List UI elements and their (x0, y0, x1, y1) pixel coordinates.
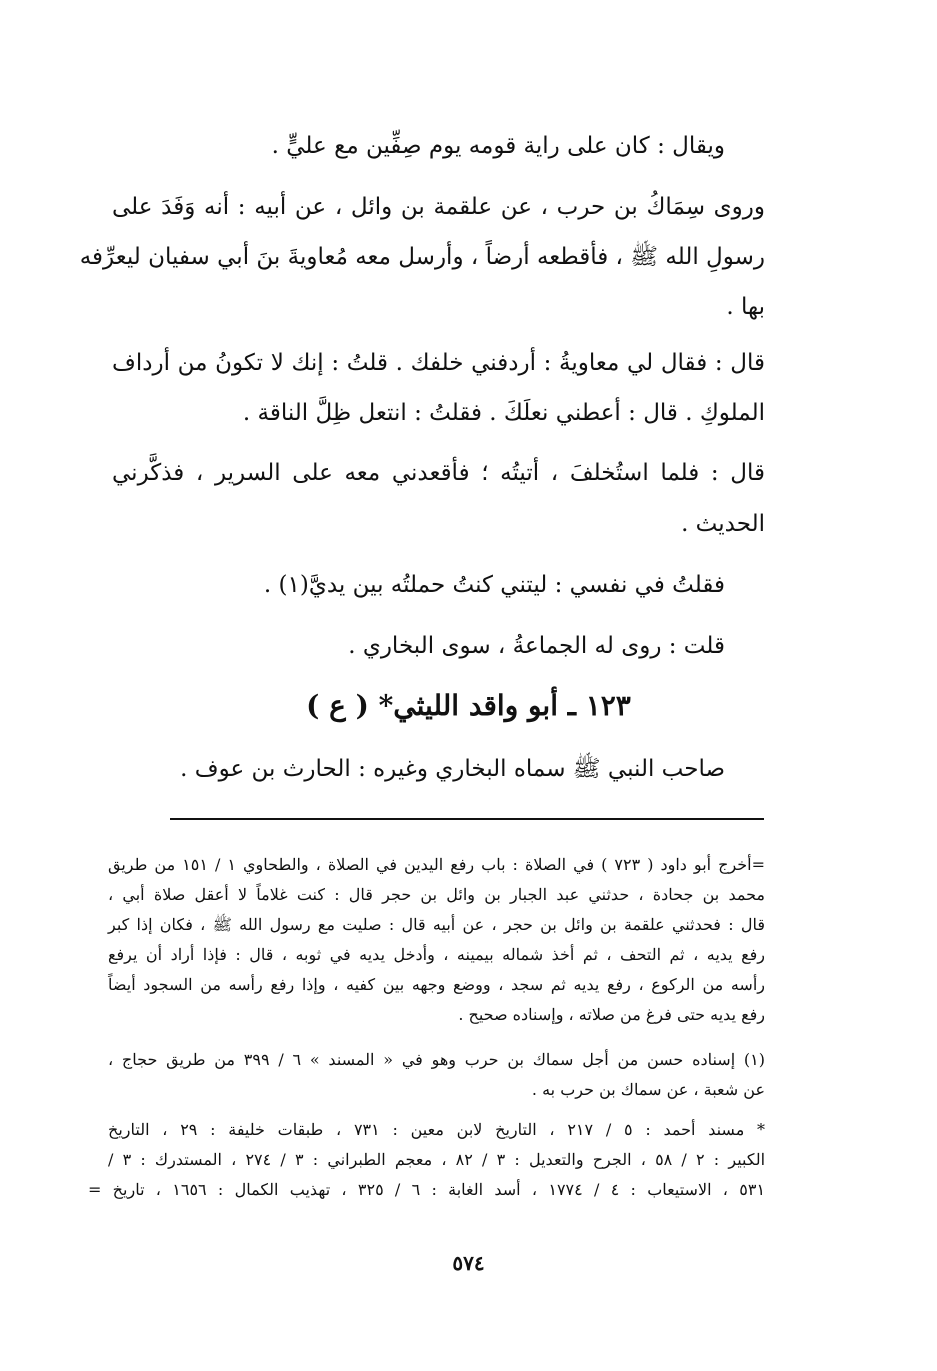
footnote-line-2: محمد بن جحادة ، حدثني عبد الجبار بن وائل بن حجر قال : كنت غلاماً لا أعقل صلاة أبي ، (108, 885, 765, 904)
footnote-line-11: ٥٣١ ، الاستيعاب : ٤ / ١٧٧٤ ، أسد الغابة : ٦ / ٣٢٥ ، تهذيب الكمال : ١٦٥٦ ، تاريخ = (88, 1180, 766, 1199)
heading-subtext: صاحب النبي ﷺ سماه البخاري وغيره : الحارث بن عوف . (180, 756, 725, 782)
footnote-line-5: رأسه من الركوع ، رفع يديه ثم سجد ، ووضع وجهه بين كفيه ، وإذا رفع رأسه من السجود أيضاً (108, 975, 765, 994)
text-line-5: قال : فقال لي معاويةُ : أردفني خلفك . قلتُ : إنك لا تكونُ من أرداف (112, 350, 765, 376)
text-line-3: رسولِ الله ﷺ ، فأقطعه أرضاً ، وأرسل معه مُعاويةَ بنَ أبي سفيان ليعرِّفه (79, 244, 765, 270)
footnote-line-1: =أخرج أبو داود ( ٧٢٣ ) في الصلاة : باب رفع اليدين في الصلاة ، والطحاوي ١ / ١٥١ من طريق (108, 855, 766, 874)
footnote-divider (170, 818, 764, 820)
text-line-10: قلت : روى له الجماعةُ ، سوى البخاري . (348, 633, 725, 659)
text-line-7: قال : فلما استُخلفَ ، أتيتُه ؛ فأقعدني معه على السرير ، فذكَّرني (112, 460, 765, 486)
section-heading: ١٢٣ ـ أبو واقد الليثي* ( ع ) (306, 689, 631, 722)
footnote-line-9: * مسند أحمد : ٥ / ٢١٧ ، التاريخ لابن معين : ٧٣١ ، طبقات خليفة : ٢٩ ، التاريخ (108, 1120, 766, 1139)
text-line-1: ويقال : كان على راية قومه يوم صِفِّين مع عليٍّ . (271, 133, 725, 159)
footnote-line-6: رفع يديه حتى فرغ من صلاته ، وإسناده صحيح . (458, 1005, 765, 1024)
footnote-line-8: عن شعبة ، عن سماك بن حرب به . (531, 1080, 765, 1099)
text-line-8: الحديث . (681, 511, 765, 537)
text-line-2: وروى سِمَاكُ بن حرب ، عن علقمة بن وائل ، عن أبيه : أنه وَفَدَ على (112, 194, 765, 220)
footnote-line-3: قال : فحدثني علقمة بن وائل بن حجر ، عن أبيه قال : صليت مع رسول الله ﷺ ، فكان إذا كبر (108, 915, 765, 934)
text-line-9: فقلتُ في نفسي : ليتني كنتُ حملتُه بين يديَّ(١) . (263, 572, 725, 598)
footnote-line-10: الكبير : ٢ / ٥٨ ، الجرح والتعديل : ٣ / ٨٢ ، معجم الطبراني : ٣ / ٢٧٤ ، المستدرك : ٣ / (108, 1150, 766, 1169)
footnote-line-4: رفع يديه ، ثم التحف ، ثم أخذ شماله بيمينه ، وأدخل يديه في ثوبه ، قال : فإذا أراد أن يرفع (108, 945, 765, 964)
page-number: ٥٧٤ (452, 1251, 485, 1275)
footnote-line-7: (١) إسناده حسن من أجل سماك بن حرب وهو في « المسند » ٦ / ٣٩٩ من طريق حجاج ، (108, 1050, 765, 1069)
text-line-4: بها . (726, 294, 765, 320)
text-line-6: الملوكِ . قال : أعطني نعلَكَ . فقلتُ : انتعل ظِلَّ الناقة . (242, 400, 765, 426)
